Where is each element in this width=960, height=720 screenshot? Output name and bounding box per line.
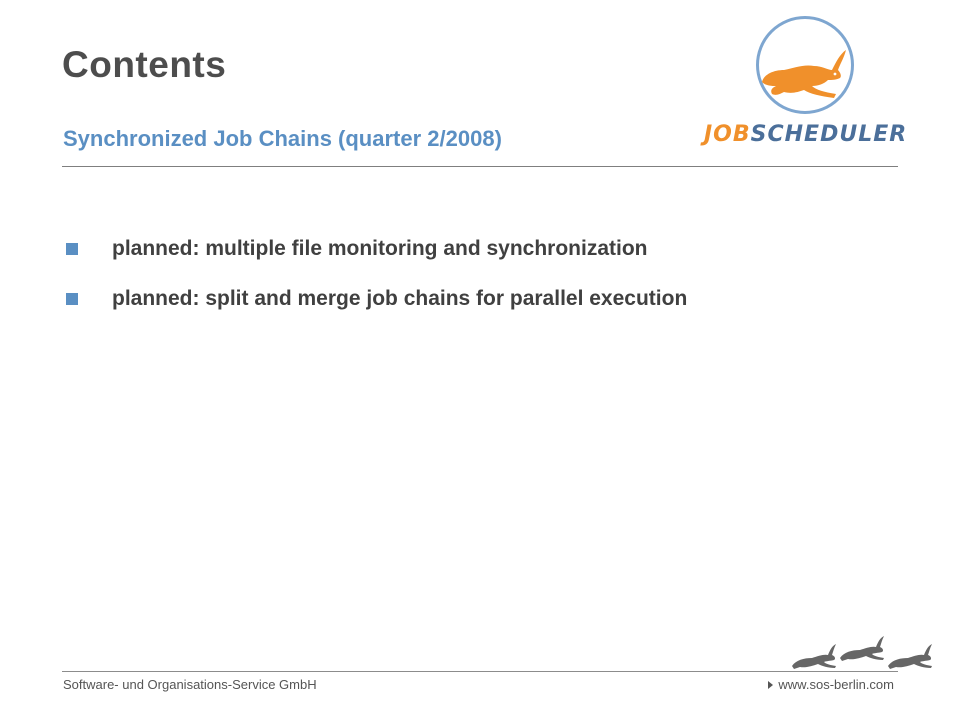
square-bullet-icon bbox=[66, 243, 78, 255]
bullet-list bbox=[66, 234, 687, 334]
list-item bbox=[66, 234, 687, 284]
logo-text-scheduler: SCHEDULER bbox=[750, 122, 908, 147]
square-bullet-icon bbox=[66, 293, 78, 305]
list-item bbox=[66, 284, 687, 334]
footer-website-text[interactable]: www.sos-berlin.com bbox=[778, 677, 894, 692]
bullet-text: planned: multiple file monitoring and synchronization bbox=[112, 237, 648, 260]
footer-company: Software- und Organisations-Service GmbH bbox=[63, 677, 317, 692]
slide-subtitle: Synchronized Job Chains (quarter 2/2008) bbox=[63, 126, 502, 151]
bullet-text: planned: split and merge job chains for parallel execution bbox=[112, 287, 688, 310]
footer-divider bbox=[62, 671, 898, 672]
arrow-right-icon bbox=[768, 681, 773, 689]
running-hare-icon bbox=[700, 14, 900, 124]
three-running-hares-icon bbox=[790, 636, 936, 672]
slide-title: Contents bbox=[62, 44, 227, 85]
logo-text-job: JOB bbox=[704, 122, 751, 147]
footer-website[interactable] bbox=[768, 677, 894, 692]
logo-text bbox=[704, 122, 907, 147]
logo bbox=[700, 14, 908, 164]
header-divider bbox=[62, 166, 898, 167]
